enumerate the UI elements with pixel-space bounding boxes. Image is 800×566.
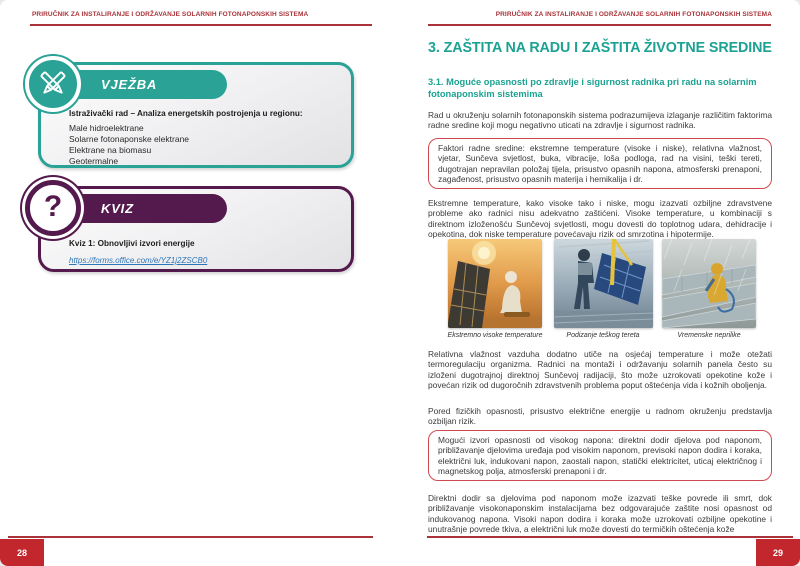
callout-work-environment-factors: Faktori radne sredine: ekstremne temperature (visoke i niske), relativna vlažnost, vjetar, Sunčeva svjetlost, buka, vibracije, loša podloga, rad na visini, teški tereti, dugotrajan nepravilan položaj tijela, prisustvo opasnih napona, atmosferski prenaponi, zagađenost, prisustvo opasnih materija i hemikalija i dr. bbox=[428, 138, 772, 189]
list-item: Elektrane na biomasu bbox=[69, 145, 152, 155]
paragraph-humidity: Relativna vlažnost vazduha dodatno utiče na osjećaj temperature i može otežati termoregulaciju organizma. Radnici na montaži i održavanju solarnih panela često su izloženi dugotrajnoj direktnoj Sunčevoj radijaciji, što može uzrokovati opekotine kože i povećan rizik od dugoročnih zdravstvenih problema poput oštećenja vida i kožnih oboljenja. bbox=[428, 349, 772, 390]
figure-caption: Podizanje teškog tereta bbox=[566, 332, 640, 339]
list-item: Male hidroelektrane bbox=[69, 123, 144, 133]
header-rule-left bbox=[30, 24, 372, 26]
page-29 bbox=[400, 0, 800, 566]
kviz-callout-box bbox=[38, 186, 354, 272]
running-header-right: PRIRUČNIK ZA INSTALIRANJE I ODRŽAVANJE SOLARNIH FOTONAPONSKIH SISTEMA bbox=[495, 11, 772, 18]
header-rule-right bbox=[428, 24, 771, 26]
list-item: Solarne fotonaponske elektrane bbox=[69, 134, 190, 144]
figure-bad-weather-image bbox=[662, 239, 756, 328]
paragraph-intro: Rad u okruženju solarnih fotonaponskih sistema podrazumijeva izlaganje različitim faktorima radne sredine koji mogu negativno uticati na zdravlje i sigurnost radnika. bbox=[428, 110, 772, 131]
vjezba-callout-box bbox=[38, 62, 354, 168]
vjezba-item-list bbox=[69, 123, 189, 167]
list-item: Geotermalne bbox=[69, 156, 119, 166]
figure-caption: Vremenske neprilike bbox=[677, 332, 741, 339]
kviz-title-pill: KVIZ bbox=[55, 194, 227, 223]
vjezba-heading: Istraživački rad – Analiza energetskih postrojenja u regionu: bbox=[69, 109, 303, 118]
section-heading: 3.1. Moguće opasnosti po zdravlje i sigurnost radnika pri radu na solarnim fotonaponskim sistemima bbox=[428, 77, 757, 99]
paragraph-direct-contact: Direktni dodir sa djelovima pod naponom može izazvati teške povrede ili smrt, dok približavanje visokonaponskim instalacijama bez odgovarajuće zaštite nosi opasnost od indukovanog napona. Visoki napon dodira i koraka može uzrokovati ozbiljne opekotine i unutrašnje povrede tkiva, a električni luk može dovesti do termičkih oštećenja kože bbox=[428, 493, 772, 534]
running-header-left: PRIRUČNIK ZA INSTALIRANJE I ODRŽAVANJE SOLARNIH FOTONAPONSKIH SISTEMA bbox=[32, 11, 309, 18]
question-mark-icon: ? bbox=[25, 180, 81, 236]
page-number-right: 29 bbox=[756, 539, 800, 566]
paragraph-extreme-temperatures: Ekstremne temperature, kako visoke tako i niske, mogu izazvati ozbiljne zdravstvene probleme ako radnici nisu adekvatno zaštićeni. Visoke temperature, u kombinaciji s direktnom izloženošću Sunčevoj svjetlosti, mogu dovesti do toplotnog udara, dehidracije i opekotina, dok niske temperature povećavaju rizik od smrzotina i hipotermije. bbox=[428, 198, 772, 239]
kviz-heading: Kviz 1: Obnovljivi izvori energije bbox=[69, 239, 195, 248]
chapter-title: 3. ZAŠTITA NA RADU I ZAŠTITA ŽIVOTNE SREDINE bbox=[428, 40, 772, 56]
paragraph-electrical-risk: Pored fizičkih opasnosti, prisustvo električne energije u radnom okruženju predstavlja ozbiljan rizik. bbox=[428, 406, 772, 427]
figure-caption: Ekstremno visoke temperature bbox=[447, 332, 543, 339]
crossed-pencils-icon bbox=[25, 56, 81, 112]
figure-heavy-lifting-image bbox=[554, 239, 653, 328]
callout-high-voltage-sources: Mogući izvori opasnosti od visokog napona: direktni dodir djelova pod naponom, približavanje djelovima uređaja pod visokim naponom, previsoki napon dodira i koraka, električni luk, indukovani napon, zaostali napon, statički elektricitet, uticaj električnog i magnetskog polja, atmosferski prenaponi i dr. bbox=[428, 430, 772, 481]
vjezba-title-pill: VJEŽBA bbox=[55, 70, 227, 99]
footer-rule-left bbox=[8, 536, 373, 538]
quiz-form-link[interactable]: https://forms.office.com/e/YZ1j2ZSCB0 bbox=[69, 256, 208, 265]
page-number-left: 28 bbox=[0, 539, 44, 566]
footer-rule-right bbox=[427, 536, 793, 538]
figure-extreme-heat-image bbox=[448, 239, 542, 328]
